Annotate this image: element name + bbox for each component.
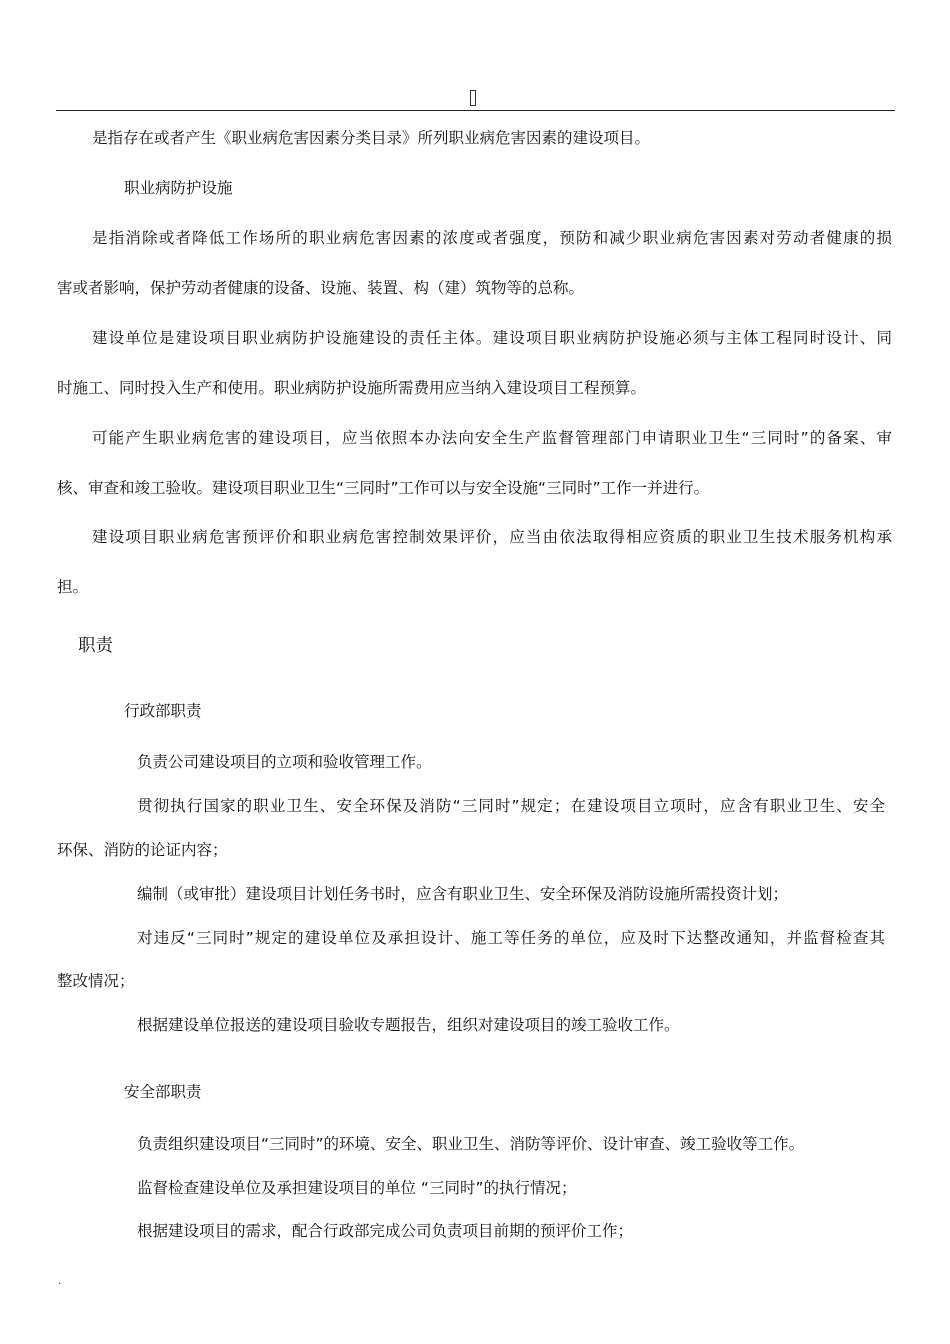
admin-item-2-line-1: 贯彻执行国家的职业卫生、安全环保及消防“三同时”规定；在建设项目立项时，应含有职业卫生、安全 bbox=[137, 797, 885, 815]
paragraph-responsibility-line-2: 时施工、同时投入生产和使用。职业病防护设施所需费用应当纳入建设项目工程预算。 bbox=[57, 379, 647, 397]
header-rule bbox=[56, 110, 895, 111]
paragraph-evaluation-line-1: 建设项目职业病危害预评价和职业病危害控制效果评价，应当由依法取得相应资质的职业卫生技术服务机构承 bbox=[92, 528, 892, 546]
facility-definition-line-2: 害或者影响，保护劳动者健康的设备、设施、装置、构（建）筑物等的总称。 bbox=[57, 279, 585, 297]
header-mark bbox=[470, 90, 476, 106]
admin-item-5: 根据建设单位报送的建设项目验收专题报告，组织对建设项目的竣工验收工作。 bbox=[137, 1016, 680, 1034]
paragraph-responsibility-line-1: 建设单位是建设项目职业病防护设施建设的责任主体。建设项目职业病防护设施必须与主体工程同时设计、同 bbox=[92, 329, 892, 347]
project-definition-text: 是指存在或者产生《职业病危害因素分类目录》所列职业病危害因素的建设项目。 bbox=[92, 129, 651, 147]
safety-item-2: 监督检查建设单位及承担建设项目的单位 “三同时”的执行情况； bbox=[137, 1179, 577, 1197]
paragraph-filing-line-2: 核、审查和竣工验收。建设项目职业卫生“三同时”工作可以与安全设施“三同时”工作一并进行。 bbox=[57, 479, 710, 497]
admin-item-1: 负责公司建设项目的立项和验收管理工作。 bbox=[137, 753, 432, 771]
facility-term-heading: 职业病防护设施 bbox=[124, 179, 233, 197]
admin-item-4-line-2: 整改情况； bbox=[57, 972, 135, 990]
admin-item-4-line-1: 对违反“三同时”规定的建设单位及承担设计、施工等任务的单位，应及时下达整改通知，并监督检查其 bbox=[137, 929, 885, 947]
facility-definition-line-1: 是指消除或者降低工作场所的职业病危害因素的浓度或者强度，预防和减少职业病危害因素对劳动者健康的损 bbox=[92, 229, 892, 247]
admin-item-2-line-2: 环保、消防的论证内容； bbox=[57, 841, 228, 859]
paragraph-evaluation-line-2: 担。 bbox=[57, 578, 89, 596]
safety-item-3: 根据建设项目的需求，配合行政部完成公司负责项目前期的预评价工作； bbox=[137, 1222, 634, 1240]
admin-item-3: 编制（或审批）建设项目计划任务书时，应含有职业卫生、安全环保及消防设施所需投资计划； bbox=[137, 885, 789, 903]
admin-duties-heading: 行政部职责 bbox=[124, 702, 202, 720]
footer-mark: . bbox=[58, 1276, 62, 1287]
section-title: 职责 bbox=[78, 636, 113, 656]
safety-item-1: 负责组织建设项目“三同时”的环境、安全、职业卫生、消防等评价、设计审查、竣工验收等工作。 bbox=[137, 1135, 805, 1153]
safety-duties-heading: 安全部职责 bbox=[124, 1083, 202, 1101]
paragraph-filing-line-1: 可能产生职业病危害的建设项目，应当依照本办法向安全生产监督管理部门申请职业卫生“三同时”的备案、审 bbox=[92, 429, 892, 447]
